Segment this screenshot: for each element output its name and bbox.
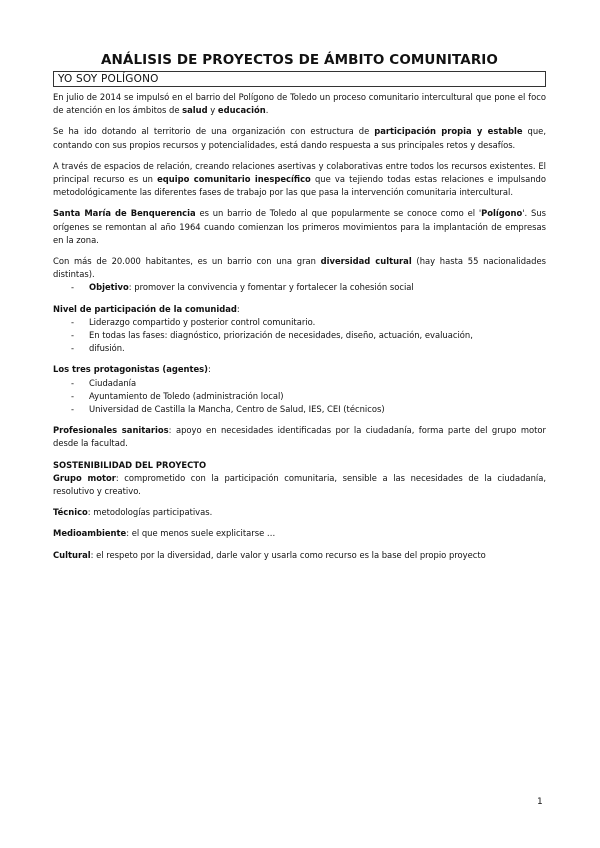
- list-item: - Ciudadanía: [71, 377, 137, 388]
- participation-list: [53, 316, 546, 356]
- health-professionals-paragraph: Profesionales sanitarios: apoyo en necesidades identificadas por la ciudadanía, forma parte del grupo motor desde la facultad.: [53, 425, 546, 449]
- list-item: - Ayuntamiento de Toledo (administración local): [71, 390, 284, 401]
- document-title: ANÁLISIS DE PROYECTOS DE ÁMBITO COMUNITARIO: [100, 52, 499, 68]
- list-item: - difusión.: [71, 343, 125, 354]
- relations-paragraph: A través de espacios de relación, creando relaciones asertivas y colaborativas entre todos los recursos existentes. El principal recurso es un equipo comunitario inespecífico que va tejiendo todas estas relaciones e impulsando metodológicamente las diferentes fases de trabajo por las que pasa la intervención comunitaria intercultural.: [53, 160, 547, 198]
- population-paragraph: Con más de 20.000 habitantes, es un barrio con una gran diversidad cultural (hay hasta 55 nacionalidades distintas).: [53, 256, 546, 280]
- document-page: [53, 52, 546, 562]
- environment-paragraph: Medioambiente: el que menos suele explicitarse …: [53, 528, 276, 539]
- participation-heading: Nivel de participación de la comunidad:: [53, 303, 240, 314]
- neighborhood-paragraph: Santa María de Benquerencia es un barrio de Toledo al que popularmente se conoce como el 'Polígono'. Sus orígenes se remontan al año 1964 cuando comienzan los primeros movimientos para la implantación de empresas en la zona.: [53, 208, 546, 245]
- agents-list: [53, 377, 546, 417]
- list-item: - Universidad de Castilla la Mancha, Centro de Salud, IES, CEI (técnicos): [71, 404, 385, 415]
- list-item: - En todas las fases: diagnóstico, priorización de necesidades, diseño, actuación, evaluación,: [71, 330, 473, 341]
- intro-paragraph: En julio de 2014 se impulsó en el barrio del Polígono de Toledo un proceso comunitario intercultural que pone el foco de atención en los ámbitos de salud y educación.: [53, 92, 546, 116]
- structure-paragraph: Se ha ido dotando al territorio de una organización con estructura de participación propia y estable que, contando con sus propios recursos y potencialidades, está dando respuesta a sus principales retos y desafíos.: [53, 126, 546, 150]
- page-number: 1: [537, 797, 543, 807]
- technical-paragraph: Técnico: metodologías participativas.: [53, 507, 213, 518]
- sustainability-heading: SOSTENIBILIDAD DEL PROYECTO: [53, 459, 207, 470]
- cultural-paragraph: Cultural: el respeto por la diversidad, darle valor y usarla como recurso es la base del propio proyecto: [53, 549, 486, 560]
- grupo-motor-paragraph: Grupo motor: comprometido con la participación comunitaria, sensible a las necesidades de la ciudadanía, resolutivo y creativo.: [53, 472, 546, 497]
- list-item: - Liderazgo compartido y posterior control comunitario.: [71, 316, 316, 327]
- list-item: - Objetivo: promover la convivencia y fomentar y fortalecer la cohesión social: [71, 282, 414, 293]
- objective-list: [53, 281, 546, 294]
- project-name-box: YO SOY POLÍGONO: [53, 71, 546, 87]
- agents-heading: Los tres protagonistas (agentes):: [53, 364, 211, 375]
